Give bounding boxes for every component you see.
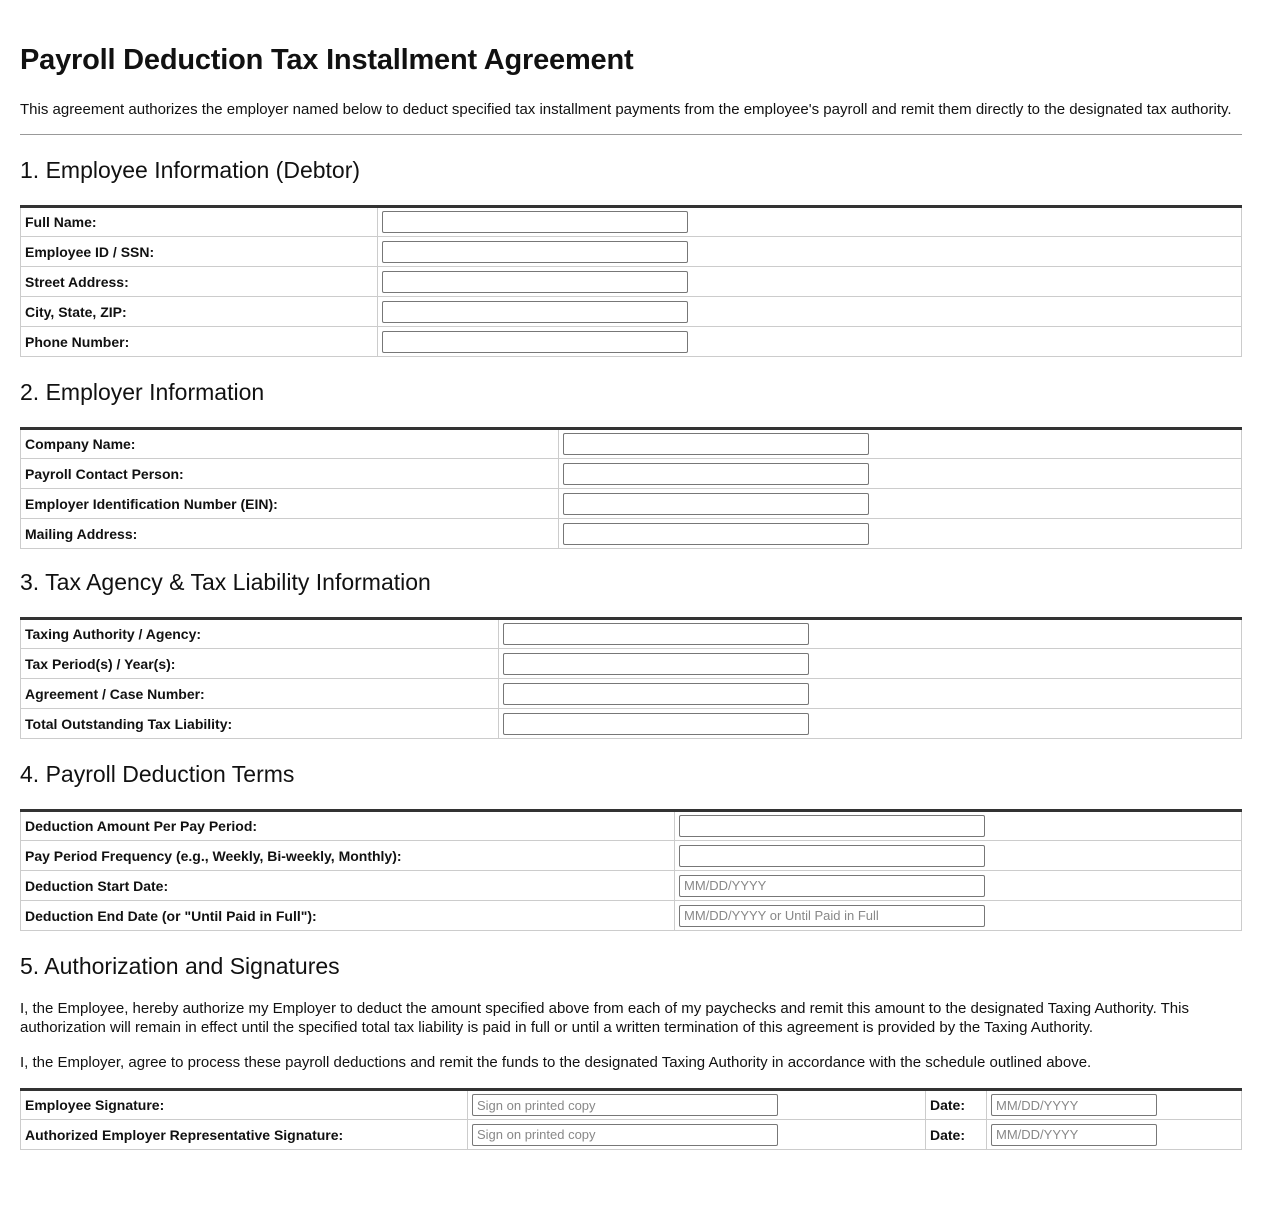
field-label: Company Name: — [21, 429, 559, 459]
table-row — [21, 519, 1242, 549]
date-label: Date: — [926, 1090, 987, 1120]
table-row — [21, 841, 1242, 871]
table-row — [21, 811, 1242, 841]
employee-signature-date-input[interactable] — [991, 1094, 1157, 1116]
field-label: Street Address: — [21, 267, 378, 297]
field-label: Employer Identification Number (EIN): — [21, 489, 559, 519]
table-row — [21, 237, 1242, 267]
section-heading-employer: 2. Employer Information — [20, 379, 265, 405]
field-label: Agreement / Case Number: — [21, 679, 499, 709]
tax-period-input[interactable] — [503, 653, 809, 675]
page-title: Payroll Deduction Tax Installment Agreement — [20, 44, 634, 76]
section-heading-terms: 4. Payroll Deduction Terms — [20, 761, 295, 787]
start-date-input[interactable] — [679, 875, 985, 897]
tax-info-table — [20, 617, 1242, 739]
table-row — [21, 1120, 1242, 1150]
table-row — [21, 429, 1242, 459]
section-heading-employee: 1. Employee Information (Debtor) — [20, 157, 361, 183]
table-row — [21, 901, 1242, 931]
employer-info-table — [20, 427, 1242, 549]
field-label: Payroll Contact Person: — [21, 459, 559, 489]
signature-table — [20, 1088, 1242, 1150]
intro-text: This agreement authorizes the employer named below to deduct specified tax installment payments from the employee's payroll and remit them directly to the designated tax authority. — [20, 101, 1232, 118]
divider — [20, 134, 1242, 135]
pay-frequency-input[interactable] — [679, 845, 985, 867]
mailing-address-input[interactable] — [563, 523, 869, 545]
field-label: Taxing Authority / Agency: — [21, 619, 499, 649]
table-row — [21, 649, 1242, 679]
table-row — [21, 1090, 1242, 1120]
field-label: Phone Number: — [21, 327, 378, 357]
deduction-amount-input[interactable] — [679, 815, 985, 837]
table-row — [21, 489, 1242, 519]
field-label: Pay Period Frequency (e.g., Weekly, Bi-weekly, Monthly): — [21, 841, 675, 871]
company-name-input[interactable] — [563, 433, 869, 455]
table-row — [21, 679, 1242, 709]
employee-signature-input[interactable] — [472, 1094, 778, 1116]
field-label: Full Name: — [21, 207, 378, 237]
city-state-zip-input[interactable] — [382, 301, 688, 323]
taxing-authority-input[interactable] — [503, 623, 809, 645]
payroll-contact-input[interactable] — [563, 463, 869, 485]
phone-number-input[interactable] — [382, 331, 688, 353]
field-label: Authorized Employer Representative Signature: — [21, 1120, 468, 1150]
table-row — [21, 459, 1242, 489]
tax-liability-input[interactable] — [503, 713, 809, 735]
authorization-paragraph-employer: I, the Employer, agree to process these payroll deductions and remit the funds to the designated Taxing Authority in accordance with the schedule outlined above. — [20, 1054, 1092, 1071]
employee-id-input[interactable] — [382, 241, 688, 263]
table-row — [21, 871, 1242, 901]
case-number-input[interactable] — [503, 683, 809, 705]
ein-input[interactable] — [563, 493, 869, 515]
deduction-terms-table — [20, 809, 1242, 931]
field-label: Employee Signature: — [21, 1090, 468, 1120]
field-label: Deduction End Date (or "Until Paid in Full"): — [21, 901, 675, 931]
street-address-input[interactable] — [382, 271, 688, 293]
field-label: Deduction Amount Per Pay Period: — [21, 811, 675, 841]
end-date-input[interactable] — [679, 905, 985, 927]
employee-info-table — [20, 205, 1242, 357]
authorization-paragraph-employee: I, the Employee, hereby authorize my Employer to deduct the amount specified above from each of my paychecks and remit this amount to the designated Taxing Authority. This authorization will remain in effect until the specified total tax liability is paid in full or until a written termination of this agreement is provided by the Taxing Authority. — [20, 1000, 1189, 1036]
employer-signature-date-input[interactable] — [991, 1124, 1157, 1146]
field-label: Employee ID / SSN: — [21, 237, 378, 267]
table-row — [21, 327, 1242, 357]
field-label: Deduction Start Date: — [21, 871, 675, 901]
field-label: Mailing Address: — [21, 519, 559, 549]
table-row — [21, 207, 1242, 237]
field-label: Tax Period(s) / Year(s): — [21, 649, 499, 679]
full-name-input[interactable] — [382, 211, 688, 233]
field-label: Total Outstanding Tax Liability: — [21, 709, 499, 739]
section-heading-authorization: 5. Authorization and Signatures — [20, 953, 340, 979]
table-row — [21, 619, 1242, 649]
date-label: Date: — [926, 1120, 987, 1150]
table-row — [21, 267, 1242, 297]
table-row — [21, 709, 1242, 739]
table-row — [21, 297, 1242, 327]
employer-signature-input[interactable] — [472, 1124, 778, 1146]
section-heading-tax: 3. Tax Agency & Tax Liability Information — [20, 569, 431, 595]
field-label: City, State, ZIP: — [21, 297, 378, 327]
